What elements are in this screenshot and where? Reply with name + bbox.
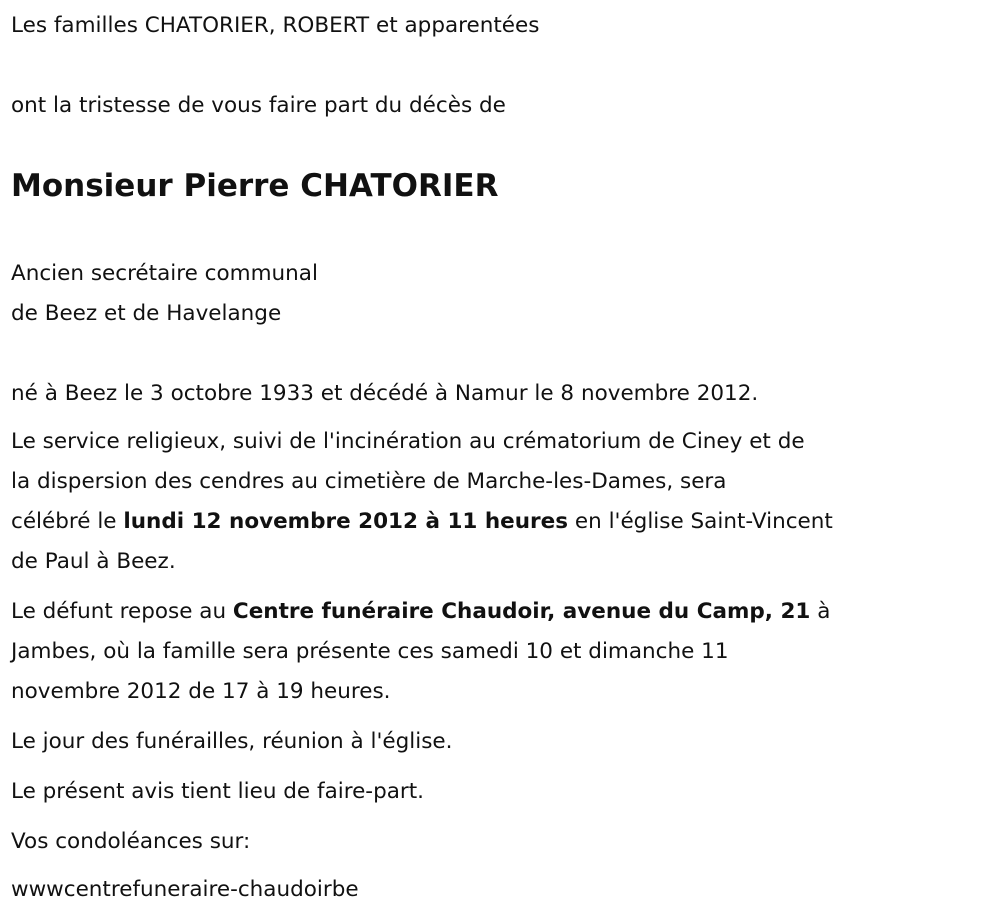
repose-line-1 (11, 592, 830, 632)
funeral-home-address: Centre funéraire Chaudoir, avenue du Camp, 21 (232, 599, 811, 624)
repose-text: Le défunt repose au (11, 599, 233, 624)
dates-text: né à Beez le 3 octobre 1933 et décédé à Namur le 8 novembre 2012. (11, 381, 759, 406)
service-line-1: Le service religieux, suivi de l'incinération au crématorium de Ciney et de (11, 429, 805, 454)
service-datetime: lundi 12 novembre 2012 à 11 heures (123, 509, 569, 534)
repose-line-3: novembre 2012 de 17 à 19 heures. (11, 679, 391, 704)
service-line-3 (11, 502, 833, 542)
service-line-4: de Paul à Beez. (11, 549, 176, 574)
service-text: en l'église Saint-Vincent (568, 509, 833, 534)
repose-line-2: Jambes, où la famille sera présente ces samedi 10 et dimanche 11 (11, 639, 729, 664)
service-line-2: la dispersion des cendres au cimetière de Marche-les-Dames, sera (11, 469, 727, 494)
reunion-text: Le jour des funérailles, réunion à l'église. (11, 729, 453, 754)
notice-text: Le présent avis tient lieu de faire-part. (11, 779, 424, 804)
announce-text: ont la tristesse de vous faire part du décès de (11, 93, 506, 118)
website-text: wwwcentrefuneraire-chaudoirbe (11, 877, 359, 902)
condolences-label: Vos condoléances sur: (11, 829, 251, 854)
repose-text: à (810, 599, 831, 624)
intro-text: Les familles CHATORIER, ROBERT et apparentées (11, 13, 540, 38)
role-line-2: de Beez et de Havelange (11, 301, 282, 326)
service-text: célébré le (11, 509, 124, 534)
role-line-1: Ancien secrétaire communal (11, 261, 318, 286)
deceased-name: Monsieur Pierre CHATORIER (11, 168, 499, 204)
